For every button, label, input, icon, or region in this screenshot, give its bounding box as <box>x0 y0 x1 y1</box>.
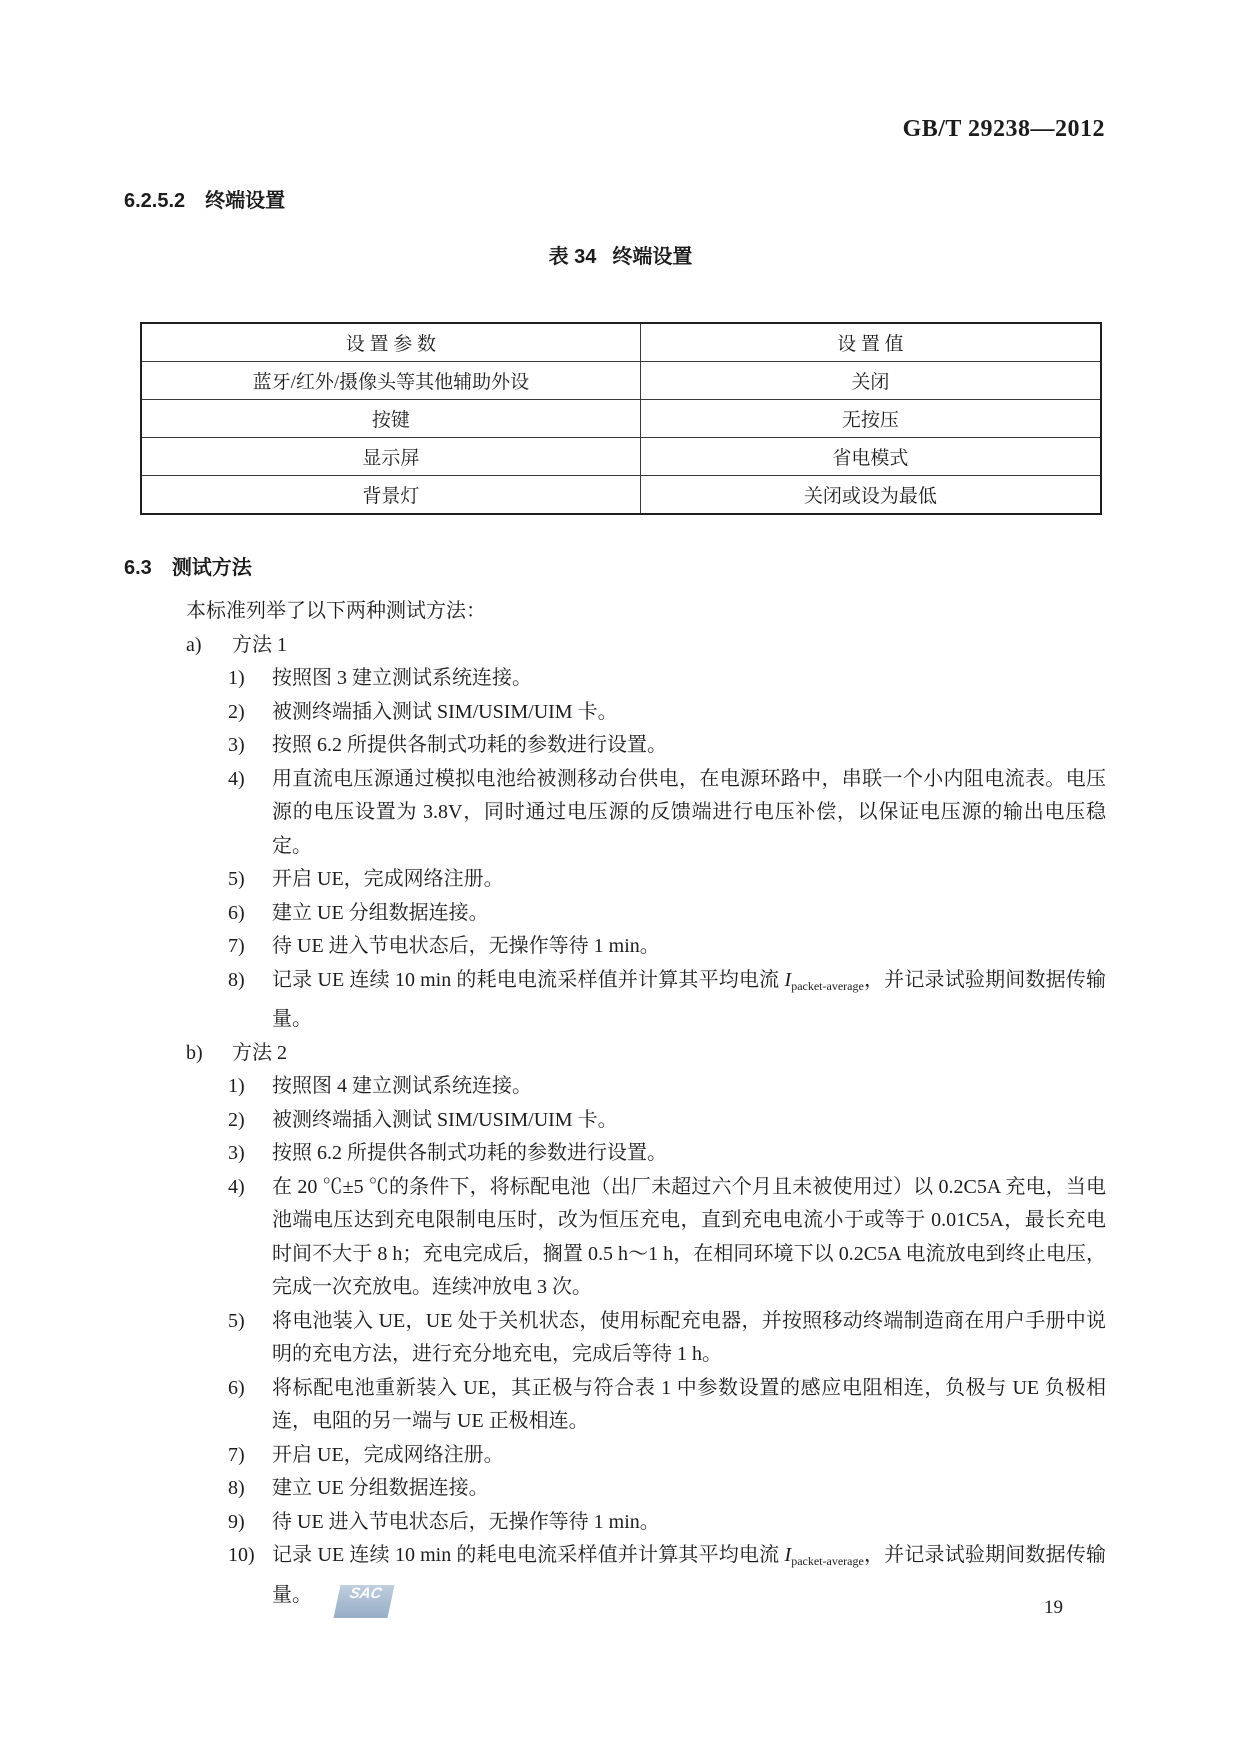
method-label: b) <box>186 1041 203 1064</box>
step-number: 7) <box>228 1443 245 1466</box>
column-header-value: 设 置 值 <box>640 323 1101 362</box>
method-step <box>140 897 1106 931</box>
settings-table <box>140 322 1102 515</box>
step-text-segment: 按照图 4 建立测试系统连接。 <box>272 1075 532 1097</box>
section-63-body <box>140 595 1106 1612</box>
cell-param: 蓝牙/红外/摄像头等其他辅助外设 <box>141 362 640 400</box>
step-text <box>272 1104 1106 1138</box>
cell-value: 省电模式 <box>640 438 1101 476</box>
step-number: 9) <box>228 1510 245 1533</box>
step-text-segment: 按照 6.2 所提供各制式功耗的参数进行设置。 <box>272 734 667 756</box>
step-text-segment: 按照图 3 建立测试系统连接。 <box>272 667 532 689</box>
section-title: 测试方法 <box>171 557 252 579</box>
watermark-text: SAC <box>348 1585 384 1602</box>
step-number: 5) <box>228 868 245 890</box>
step-number: 7) <box>228 935 245 957</box>
step-text <box>272 1439 1106 1473</box>
column-header-param: 设 置 参 数 <box>141 323 640 362</box>
intro-paragraph: 本标准列举了以下两种测试方法： <box>186 600 486 622</box>
step-text-segment: 将标配电池重新装入 UE，其正极与符合表 1 中参数设置的感应电阻相连，负极与 UE 负极相连，电阻的另一端与 UE 正极相连。 <box>272 1376 1106 1432</box>
step-text-segment: 用直流电压源通过模拟电池给被测移动台供电，在电源环路中，串联一个小内阻电流表。电压源的电压设置为 3.8V，同时通过电压源的反馈端进行电压补偿，以保证电压源的输出电压稳定。 <box>272 767 1106 857</box>
step-number: 6) <box>228 1376 245 1399</box>
formula-subscript: packet-average <box>791 978 864 993</box>
table-caption-title: 终端设置 <box>612 246 693 268</box>
section-title: 终端设置 <box>205 190 286 212</box>
settings-table-body <box>141 362 1101 515</box>
step-number: 8) <box>228 1477 245 1499</box>
method-step <box>140 1506 1106 1540</box>
step-text <box>272 1070 1106 1104</box>
cell-param: 显示屏 <box>141 438 640 476</box>
step-text <box>272 1171 1106 1305</box>
standard-number: GB/T 29238—2012 <box>902 116 1105 142</box>
method-step <box>140 662 1106 696</box>
step-number: 2) <box>228 1108 245 1131</box>
method-step <box>140 1171 1106 1305</box>
method-step <box>140 1472 1106 1506</box>
method-heading <box>140 1037 1106 1071</box>
step-text <box>272 729 1106 763</box>
step-number: 3) <box>228 734 245 756</box>
step-text <box>272 696 1106 730</box>
method-step <box>140 1372 1106 1439</box>
method-title: 方法 2 <box>232 1041 287 1064</box>
step-text <box>272 1372 1106 1439</box>
step-text <box>272 1137 1106 1171</box>
method-step <box>140 729 1106 763</box>
cell-value: 关闭 <box>640 362 1101 400</box>
step-text-segment: ，并记录试验期间数据传输量。 <box>272 968 1107 1030</box>
step-number: 10) <box>228 1544 255 1566</box>
step-text-segment: 记录 UE 连续 10 min 的耗电电流采样值并计算其平均电流 <box>272 968 785 991</box>
method-step <box>140 1104 1106 1138</box>
step-number: 1) <box>228 667 245 689</box>
step-text <box>272 1539 1106 1612</box>
step-text <box>272 863 1106 897</box>
step-number: 4) <box>228 1175 245 1198</box>
section-number: 6.3 <box>124 557 152 579</box>
section-63-heading <box>124 551 252 580</box>
step-text-segment: 待 UE 进入节电状态后，无操作等待 1 min。 <box>272 1510 660 1533</box>
method-heading <box>140 629 1106 663</box>
step-text-segment: 被测终端插入测试 SIM/USIM/UIM 卡。 <box>272 1108 618 1131</box>
step-number: 1) <box>228 1075 245 1097</box>
table-row <box>141 362 1101 400</box>
step-text-segment: 将电池装入 UE，UE 处于关机状态，使用标配充电器，并按照移动终端制造商在用户手册中说明的充电方法，进行充分地充电，完成后等待 1 h。 <box>272 1309 1106 1365</box>
step-text <box>272 897 1106 931</box>
method-step <box>140 863 1106 897</box>
cell-value: 关闭或设为最低 <box>640 476 1101 515</box>
method-step <box>140 1305 1106 1372</box>
method-label: a) <box>186 633 202 656</box>
table-row <box>141 476 1101 515</box>
step-number: 5) <box>228 1309 245 1332</box>
method-step <box>140 696 1106 730</box>
step-text-segment: 开启 UE，完成网络注册。 <box>272 1443 504 1466</box>
step-text-segment: 按照 6.2 所提供各制式功耗的参数进行设置。 <box>272 1142 667 1164</box>
step-text <box>272 1305 1106 1372</box>
step-number: 2) <box>228 700 245 723</box>
step-text-segment: ，并记录试验期间数据传输量。 <box>272 1544 1107 1606</box>
method-step <box>140 763 1106 864</box>
table-row <box>141 438 1101 476</box>
cell-param: 按键 <box>141 400 640 438</box>
section-6252-heading <box>124 184 285 213</box>
table-34-caption <box>0 240 1241 269</box>
method-step <box>140 1070 1106 1104</box>
method-step <box>140 930 1106 964</box>
sac-watermark-logo <box>333 1585 394 1618</box>
step-number: 8) <box>228 968 245 991</box>
step-text-segment: 记录 UE 连续 10 min 的耗电电流采样值并计算其平均电流 <box>272 1544 785 1566</box>
section-number: 6.2.5.2 <box>124 190 186 212</box>
step-number: 6) <box>228 901 245 924</box>
step-text <box>272 1472 1106 1506</box>
step-text <box>272 964 1106 1037</box>
method-step <box>140 1137 1106 1171</box>
methods-list <box>140 629 1106 1613</box>
page-number: 19 <box>1044 1597 1063 1618</box>
step-number: 3) <box>228 1142 245 1164</box>
method-step <box>140 964 1106 1037</box>
step-text <box>272 1506 1106 1540</box>
step-text <box>272 930 1106 964</box>
step-text-segment: 待 UE 进入节电状态后，无操作等待 1 min。 <box>272 935 660 957</box>
method-step <box>140 1439 1106 1473</box>
cell-value: 无按压 <box>640 400 1101 438</box>
method-step <box>140 1539 1106 1612</box>
table-header-row <box>141 323 1101 362</box>
method-title: 方法 1 <box>232 633 287 656</box>
cell-param: 背景灯 <box>141 476 640 515</box>
formula-variable: I <box>784 968 792 991</box>
step-number: 4) <box>228 767 245 790</box>
step-text <box>272 763 1106 864</box>
step-text-segment: 建立 UE 分组数据连接。 <box>272 1477 489 1499</box>
formula-subscript: packet-average <box>791 1554 864 1568</box>
step-text-segment: 开启 UE，完成网络注册。 <box>272 868 504 890</box>
formula-variable: I <box>784 1544 792 1566</box>
table-caption-label: 表 34 <box>548 246 597 268</box>
step-text-segment: 在 20 ℃±5 ℃的条件下，将标配电池（出厂未超过六个月且未被使用过）以 0.2C5A 充电，当电池端电压达到充电限制电压时，改为恒压充电，直到充电电流小于或等于 0.01C5A，最长充电时间不大于 8 h；充电完成后，搁置 0.5 h～1 h，在相同环境下以 0.2C5A 电流放电到终止电压，完成一次充放电。连续冲放电 3 次。 <box>272 1175 1106 1298</box>
step-text-segment: 建立 UE 分组数据连接。 <box>272 901 489 924</box>
step-text <box>272 662 1106 696</box>
step-text-segment: 被测终端插入测试 SIM/USIM/UIM 卡。 <box>272 700 618 723</box>
table-row <box>141 400 1101 438</box>
